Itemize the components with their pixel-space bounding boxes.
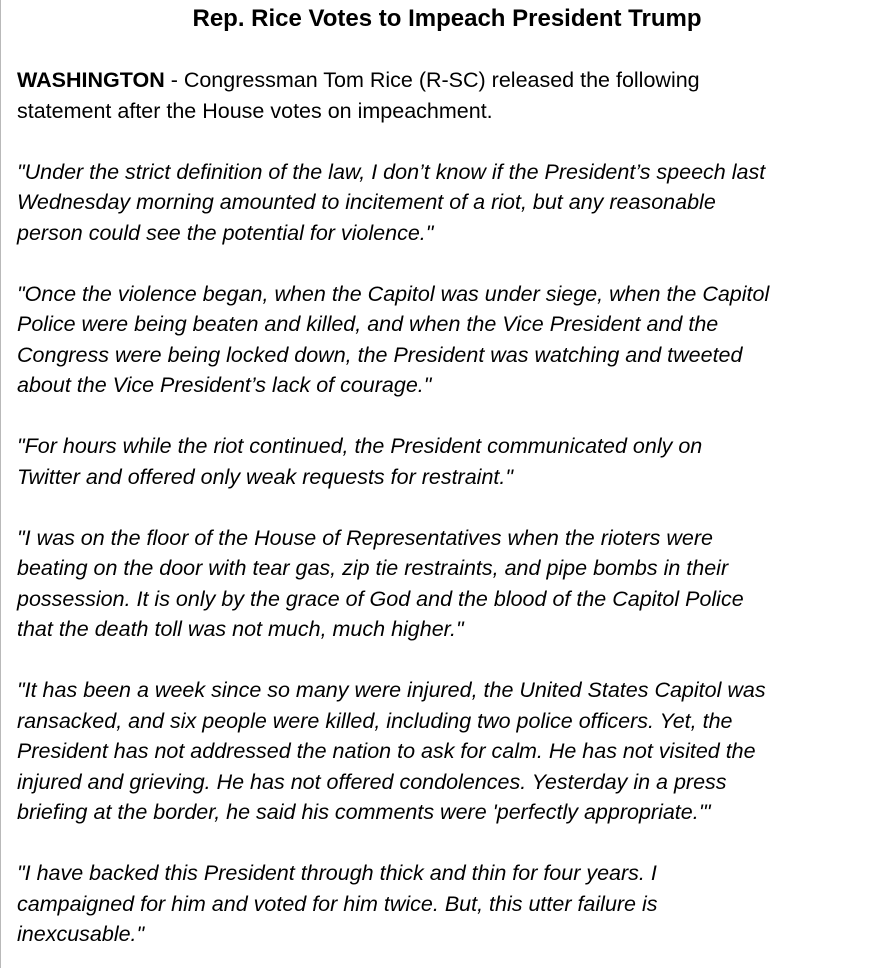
quote-line: Congress were being locked down, the President was watching and tweeted bbox=[17, 342, 743, 367]
lead-paragraph bbox=[17, 65, 887, 126]
quote-line: possession. It is only by the grace of God and the blood of the Capitol Police bbox=[17, 586, 744, 611]
quote-line: that the death toll was not much, much higher." bbox=[17, 617, 464, 641]
quote-line: about the Vice President’s lack of courage." bbox=[17, 373, 432, 397]
quote-line: beating on the door with tear gas, zip tie restraints, and pipe bombs in their bbox=[17, 556, 729, 580]
quote-line: "I was on the floor of the House of Representatives when the rioters were bbox=[17, 525, 713, 550]
quote-line: President has not addressed the nation to ask for calm. He has not visited the bbox=[17, 739, 756, 763]
quote-line: "Under the strict definition of the law, I don’t know if the President’s speech last bbox=[17, 159, 766, 184]
quote-paragraph bbox=[17, 675, 887, 828]
quote-paragraph bbox=[17, 858, 887, 950]
quote-line: injured and grieving. He has not offered condolences. Yesterday in a press bbox=[17, 769, 727, 794]
quote-paragraph bbox=[17, 157, 887, 249]
lead-text: - Congressman Tom Rice (R-SC) released the following bbox=[164, 68, 700, 92]
quote-paragraph bbox=[17, 523, 887, 645]
quote-line: person could see the potential for violence." bbox=[17, 220, 434, 245]
quote-line: "It has been a week since so many were injured, the United States Capitol was bbox=[17, 678, 766, 702]
quote-line: Police were being beaten and killed, and when the Vice President and the bbox=[17, 312, 719, 336]
dateline: WASHINGTON bbox=[17, 68, 165, 92]
quote-line: ransacked, and six people were killed, including two police officers. Yet, the bbox=[17, 708, 733, 733]
quote-line: "I have backed this President through thick and thin for four years. I bbox=[17, 861, 657, 885]
page-title: Rep. Rice Votes to Impeach President Trump bbox=[192, 5, 702, 32]
quote-paragraph bbox=[17, 279, 887, 401]
lead-line-1 bbox=[17, 65, 887, 96]
lead-line-2: statement after the House votes on impeachment. bbox=[17, 98, 493, 123]
quote-paragraph bbox=[17, 431, 887, 492]
quote-line: campaigned for him and voted for him twice. But, this utter failure is bbox=[17, 891, 658, 916]
quote-line: inexcusable." bbox=[17, 922, 145, 946]
quote-line: "For hours while the riot continued, the President communicated only on bbox=[17, 434, 703, 458]
quote-line: briefing at the border, he said his comments were 'perfectly appropriate.'" bbox=[17, 800, 711, 824]
quote-line: "Once the violence began, when the Capitol was under siege, when the Capitol bbox=[17, 281, 770, 306]
quote-line: Wednesday morning amounted to incitement of a riot, but any reasonable bbox=[17, 190, 716, 214]
press-release-body bbox=[17, 65, 887, 950]
quote-line: Twitter and offered only weak requests for restraint." bbox=[17, 464, 513, 489]
